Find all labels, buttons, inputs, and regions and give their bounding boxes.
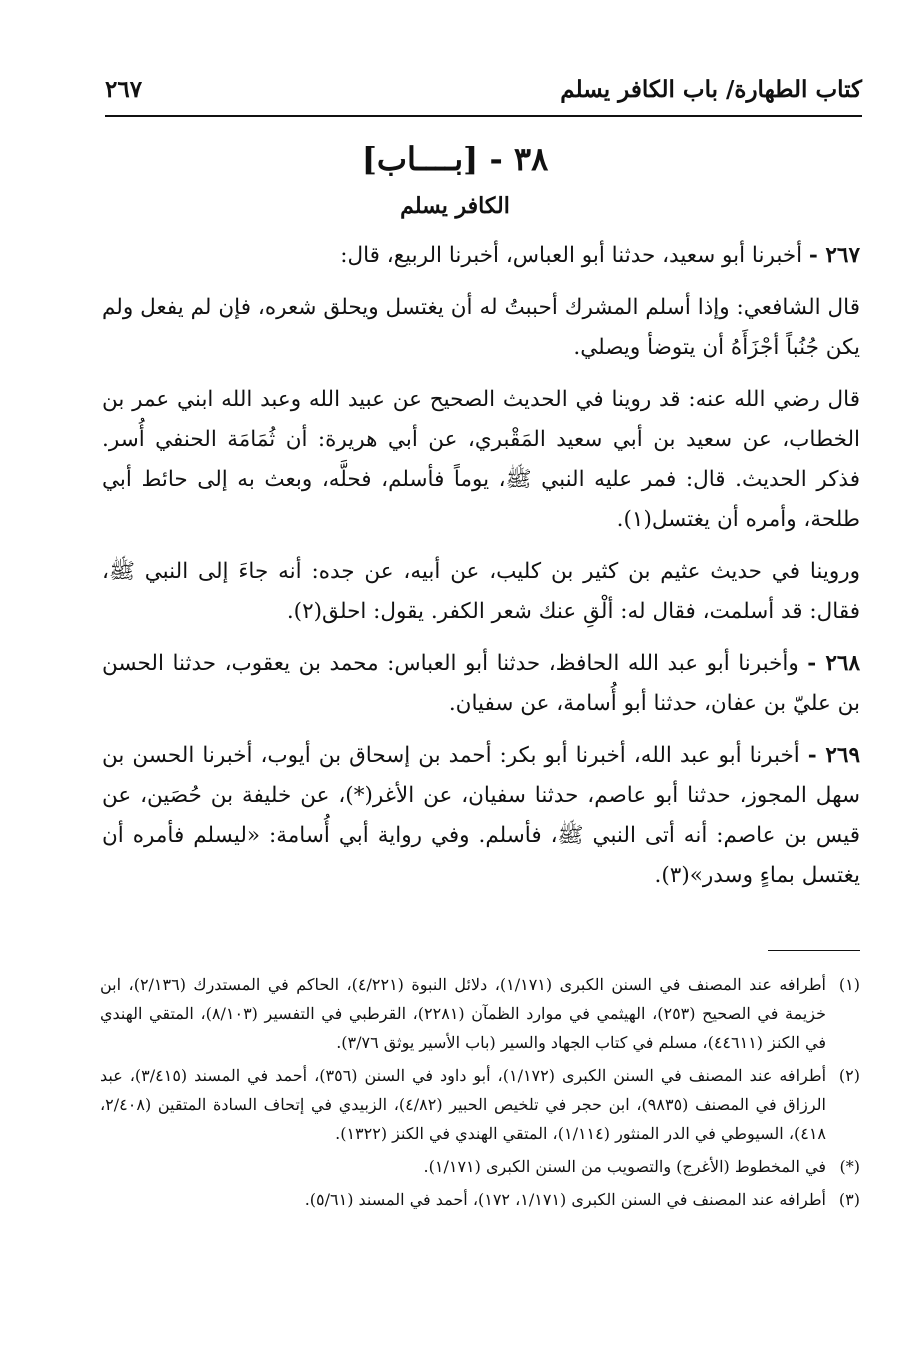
paragraph-text: وروينا في حديث عثيم بن كثير بن كليب، عن أبيه، عن جده: أنه جاءَ إلى النبي ﷺ، فقال: قد أسلمت، فقال له: ألْقِ عنك شعر الكفر. يقول: احلق(٢). — [102, 559, 860, 624]
footnote-mark: (*) — [839, 1157, 860, 1176]
paragraph-text: قال رضي الله عنه: قد روينا في الحديث الصحيح عن عبيد الله وعبد الله ابني عمر بن الخطاب، عن سعيد بن أبي سعيد المَقْبري، عن أبي هريرة: أن ثُمَامَة الحنفي أُسر. فذكر الحديث. قال: فمر عليه النبي ﷺ، يوماً فأسلم، فحلَّه، وبعث به إلى حائط أبي طلحة، وأمره أن يغتسل(١). — [102, 387, 860, 532]
footnote-mark: (٣) — [838, 1190, 860, 1209]
paragraph — [102, 552, 860, 632]
footnote — [100, 1185, 860, 1214]
hadith-number: ٢٦٨ - — [807, 651, 860, 676]
paragraph-text: أخبرنا أبو عبد الله، أخبرنا أبو بكر: أحمد بن إسحاق بن أيوب، أخبرنا الحسن بن سهل المجوز، حدثنا أبو عاصم، حدثنا سفيان، عن الأغر(*)، عن خليفة بن حُصَين، عن قيس بن عاصم: أنه أتى النبي ﷺ، فأسلم. وفي رواية أبي أُسامة: «ليسلم فأمره أن يغتسل بماءٍ وسدر»(٣). — [102, 743, 860, 888]
paragraph-text: وأخبرنا أبو عبد الله الحافظ، حدثنا أبو العباس: محمد بن يعقوب، حدثنا الحسن بن عليّ بن عفان، حدثنا أبو أُسامة، عن سفيان. — [102, 651, 860, 716]
footnote-text: في المخطوط (الأغرج) والتصويب من السنن الكبرى (١/١٧١). — [423, 1157, 826, 1176]
paragraph — [102, 236, 860, 276]
main-text — [102, 236, 860, 908]
paragraph-text: أخبرنا أبو سعيد، حدثنا أبو العباس، أخبرنا الربيع، قال: — [340, 243, 809, 268]
footnote-text: أطرافه عند المصنف في السنن الكبرى (١/١٧١، ١٧٢)، أحمد في المسند (٥/٦١). — [304, 1190, 826, 1209]
hadith-number: ٢٦٧ - — [808, 243, 860, 268]
footnote-mark: (١) — [838, 975, 860, 994]
paragraph — [102, 288, 860, 368]
paragraph — [102, 380, 860, 540]
footnote-text: أطرافه عند المصنف في السنن الكبرى (١/١٧٢)، أبو داود في السنن (٣٥٦)، أحمد في المسند (٣/٤١٥)، عبد الرزاق في المصنف (٩٨٣٥)، ابن حجر في تلخيص الحبير (٤/٨٢)، الزبيدي في إتحاف السادة المتقين (٢/٤٠٨، ٤١٨)، السيوطي في الدر المنثور (١/١١٤)، المتقي الهندي في الكنز (١٣٢٢). — [100, 1066, 827, 1143]
footnote — [100, 970, 860, 1057]
footnote-separator — [768, 950, 860, 951]
footnote — [100, 1152, 860, 1181]
page-number: ٢٦٧ — [105, 76, 143, 103]
paragraph — [102, 644, 860, 724]
running-header — [105, 70, 862, 114]
footnote — [100, 1061, 860, 1148]
header-title: كتاب الطهارة/ باب الكافر يسلم — [560, 76, 862, 103]
footnotes — [100, 970, 860, 1218]
chapter-title: الكافر يسلم — [400, 193, 510, 219]
paragraph-text: قال الشافعي: وإذا أسلم المشرك أحببتُ له أن يغتسل ويحلق شعره، فإن لم يفعل ولم يكن جُنُباً أجْزَأَهُ أن يتوضأ ويصلي. — [102, 295, 860, 360]
hadith-number: ٢٦٩ - — [807, 743, 860, 768]
footnote-text: أطرافه عند المصنف في السنن الكبرى (١/١٧١)، دلائل النبوة (٤/٢٢١)، الحاكم في المستدرك (٢/١٣٦)، ابن خزيمة في الصحيح (٢٥٣)، الهيثمي في موارد الظمآن (٢٢٨١)، القرطبي في التفسير (٨/١٠٣)، المتقي الهندي في الكنز (٤٤٦١١)، مسلم في كتاب الجهاد والسير (باب الأسير يوثق ٣/٧٦). — [100, 975, 827, 1052]
header-rule — [105, 115, 862, 117]
paragraph — [102, 736, 860, 896]
footnote-mark: (٢) — [838, 1066, 860, 1085]
chapter-heading: ٣٨ - [بــــاب] — [361, 140, 549, 178]
